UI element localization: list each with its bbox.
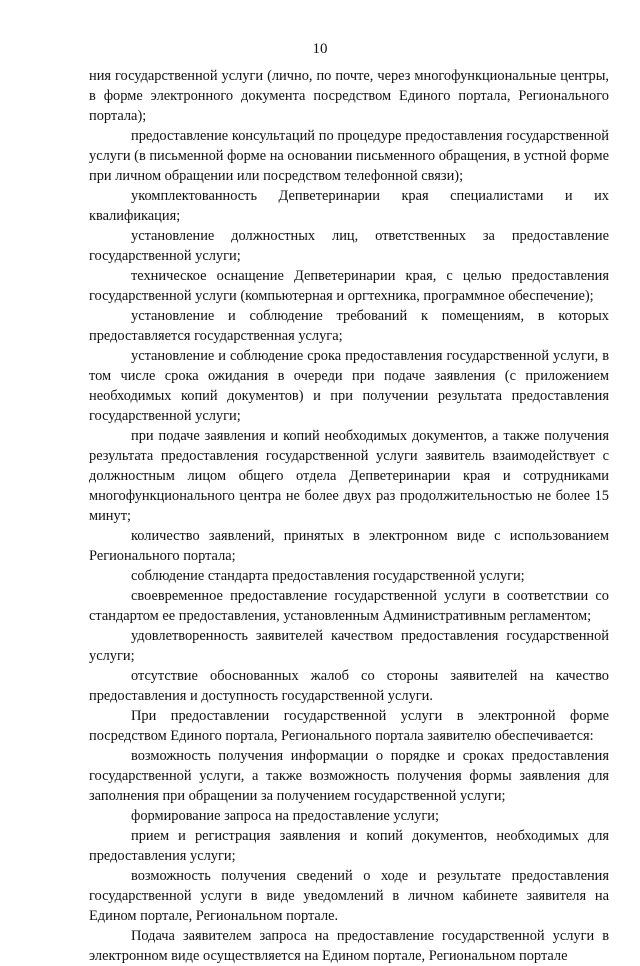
page-number: 10 [312, 41, 328, 57]
paragraph: предоставление консультаций по процедуре предоставления государственной услуги (в письменной форме на основании письменного обращения, в устной форме при личном обращении или посредством телефонной связи); [89, 128, 609, 184]
paragraph: укомплектованность Депветеринарии края специалистами и их квалификация; [89, 188, 609, 224]
paragraph: возможность получения информации о порядке и сроках предоставления государственной услуги, а также возможность получения формы заявления для заполнения при обращении за получением государственной услуги; [89, 748, 609, 804]
paragraph: удовлетворенность заявителей качеством предоставления государственной услуги; [89, 628, 609, 664]
paragraph: возможность получения сведений о ходе и результате предоставления государственной услуги в виде уведомлений в личном кабинете заявителя на Едином портале, Региональном портале. [89, 868, 609, 924]
paragraph: прием и регистрация заявления и копий документов, необходимых для предоставления услуги; [89, 828, 609, 864]
paragraph: количество заявлений, принятых в электронном виде с использованием Регионального портала; [89, 528, 609, 564]
paragraph: ния государственной услуги (лично, по почте, через многофункциональные центры, в форме электронного документа посредством Единого портала, Регионального портала); [89, 68, 609, 124]
paragraph: своевременное предоставление государственной услуги в соответствии со стандартом ее предоставления, установленным Административным регламентом; [89, 588, 609, 624]
paragraph: Подача заявителем запроса на предоставление государственной услуги в электронном виде осуществляется на Едином портале, Региональном портале [89, 928, 609, 964]
paragraph: установление должностных лиц, ответственных за предоставление государственной услуги; [89, 228, 609, 264]
paragraph: при подаче заявления и копий необходимых документов, а также получения результата предоставления государственной услуги заявитель взаимодействует с должностным лицом общего отдела Депветеринарии края и сотрудниками многофункционального центра не более двух раз продолжительностью не более 15 минут; [89, 428, 609, 524]
document-body [89, 66, 609, 966]
paragraph: установление и соблюдение срока предоставления государственной услуги, в том числе срока ожидания в очереди при подаче заявления (с приложением необходимых копий документов) и при получении результата предоставления государственной услуги; [89, 348, 609, 424]
paragraph: формирование запроса на предоставление услуги; [131, 808, 439, 824]
paragraph: При предоставлении государственной услуги в электронной форме посредством Единого портала, Регионального портала заявителю обеспечивается: [89, 708, 609, 744]
paragraph: отсутствие обоснованных жалоб со стороны заявителей на качество предоставления и доступность государственной услуги. [89, 668, 609, 704]
paragraph: установление и соблюдение требований к помещениям, в которых предоставляется государственная услуга; [89, 308, 609, 344]
paragraph: соблюдение стандарта предоставления государственной услуги; [131, 568, 525, 584]
paragraph: техническое оснащение Депветеринарии края, с целью предоставления государственной услуги (компьютерная и оргтехника, программное обеспечение); [89, 268, 609, 304]
